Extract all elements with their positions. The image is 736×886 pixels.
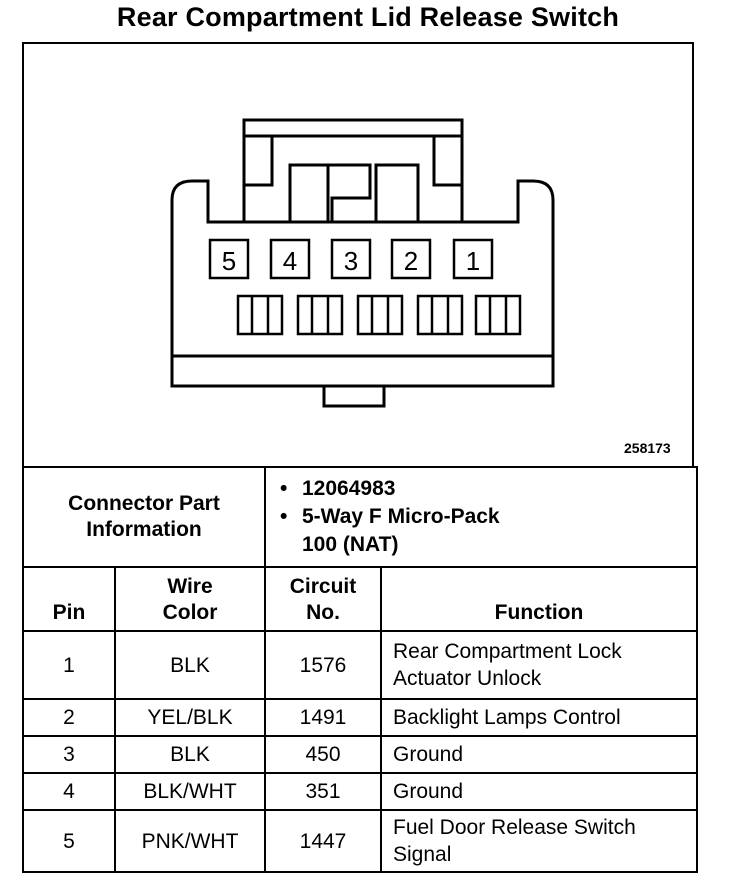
connector-part-info-list [265, 467, 697, 567]
connector-part-info-label [23, 467, 265, 567]
connector-part-info-row [23, 467, 697, 567]
header-wire-color: Wire Color [115, 567, 265, 631]
table-row: 4 BLK/WHT 351 Ground [23, 773, 697, 810]
pin-label: 1 [465, 246, 481, 276]
connector-key-tab [324, 386, 384, 406]
header-circuit: Circuit No. [265, 567, 381, 631]
table-row: 2 YEL/BLK 1491 Backlight Lamps Control [23, 699, 697, 736]
terminal-cavities [238, 296, 520, 334]
list-item: • 12064983 [280, 477, 396, 500]
table-row: 5 PNK/WHT 1447 Fuel Door Release Switch Signal [23, 810, 697, 872]
page-title: Rear Compartment Lid Release Switch [116, 2, 620, 32]
table-header-row [23, 567, 697, 631]
pin-label: 2 [403, 246, 419, 276]
cpi-label-line: Information [86, 518, 202, 541]
pin-label: 4 [282, 246, 298, 276]
pinout-table [22, 466, 698, 873]
table-row: 1 BLK 1576 Rear Compartment Lock Actuator Unlock [23, 631, 697, 699]
table-row: 3 BLK 450 Ground [23, 736, 697, 773]
pin-label: 5 [221, 246, 237, 276]
header-function: Function [381, 567, 697, 631]
header-pin: Pin [23, 567, 115, 631]
pin-label: 3 [343, 246, 359, 276]
cpi-label-line: Connector Part [68, 492, 220, 515]
figure-id: 258173 [624, 440, 671, 456]
list-item: • 5-Way F Micro-Pack 100 (NAT) [280, 505, 500, 556]
